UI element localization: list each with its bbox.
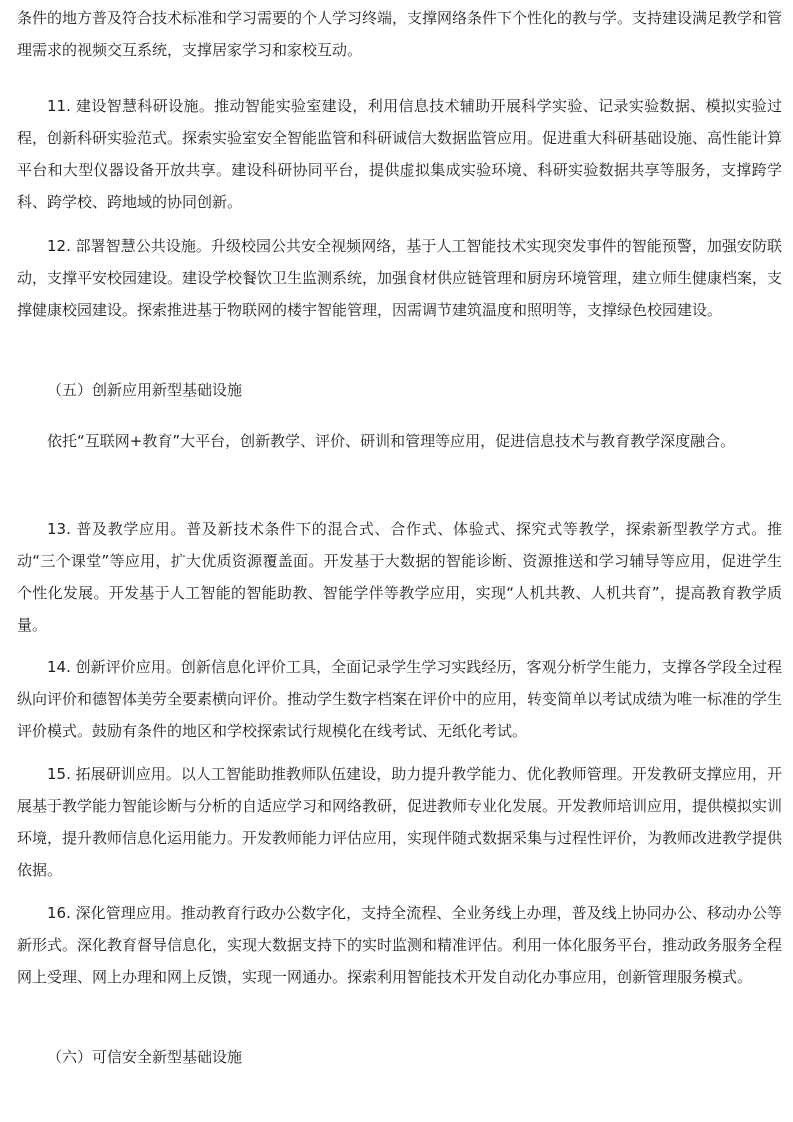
paragraph-section-5-intro: 依托“互联网+教育”大平台，创新教学、评价、研训和管理等应用，促进信息技术与教育教学深度融合。: [47, 432, 736, 450]
paragraph-16-management: 16. 深化管理应用。推动教育行政办公数字化，支持全流程、全业务线上办理，普及线上协同办公、移动办公等新形式。深化教育督导信息化，实现大数据支持下的实时监测和精准评估。利用一体化服务平台，推动政务服务全程网上受理、网上办理和网上反馈，实现一网通办。探索利用智能技术开发自动化办事应用，创新管理服务模式。: [17, 904, 783, 986]
paragraph-15-training: 15. 拓展研训应用。以人工智能助推教师队伍建设，助力提升教学能力、优化教师管理。开发教研支撑应用，开展基于教学能力智能诊断与分析的自适应学习和网络教研，促进教师专业化发展。开发教师培训应用，提供模拟实训环境，提升教师信息化运用能力。开发教师能力评估应用，实现伴随式数据采集与过程性评价，为教师改进教学提供依据。: [17, 765, 783, 879]
paragraph-12-public-facilities: 12. 部署智慧公共设施。升级校园公共安全视频网络，基于人工智能技术实现突发事件的智能预警，加强安防联动，支撑平安校园建设。建设学校餐饮卫生监测系统，加强食材供应链管理和厨房环境管理，建立师生健康档案，支撑健康校园建设。探索推进基于物联网的楼宇智能管理，因需调节建筑温度和照明等，支撑绿色校园建设。: [17, 237, 783, 319]
document-page: [17, 0, 782, 1122]
section-heading-5: （五）创新应用新型基础设施: [47, 381, 243, 399]
paragraph-13-teaching: 13. 普及教学应用。普及新技术条件下的混合式、合作式、体验式、探究式等教学，探索新型教学方式。推动“三个课堂”等应用，扩大优质资源覆盖面。开发基于大数据的智能诊断、资源推送和学习辅导等应用，促进学生个性化发展。开发基于人工智能的智能助教、智能学伴等教学应用，实现“人机共教、人机共育”，提高教育教学质量。: [17, 520, 782, 634]
paragraph-11-research-facilities: 11. 建设智慧科研设施。推动智能实验室建设，利用信息技术辅助开展科学实验、记录实验数据、模拟实验过程，创新科研实验范式。探索实验室安全智能监管和科研诚信大数据监管应用。促进重大科研基础设施、高性能计算平台和大型仪器设备开放共享。建设科研协同平台，提供虚拟集成实验环境、科研实验数据共享等服务，支撑跨学科、跨学校、跨地域的协同创新。: [17, 97, 783, 211]
paragraph-continued: 条件的地方普及符合技术标准和学习需要的个人学习终端，支撑网络条件下个性化的教与学。支持建设满足教学和管理需求的视频交互系统，支撑居家学习和家校互动。: [17, 9, 783, 59]
paragraph-14-evaluation: 14. 创新评价应用。创新信息化评价工具，全面记录学生学习实践经历，客观分析学生能力，支撑各学段全过程纵向评价和德智体美劳全要素横向评价。推动学生数字档案在评价中的应用，转变简单以考试成绩为唯一标准的学生评价模式。鼓励有条件的地区和学校探索试行规模化在线考试、无纸化考试。: [17, 658, 783, 740]
section-heading-6: （六）可信安全新型基础设施: [47, 1048, 243, 1066]
